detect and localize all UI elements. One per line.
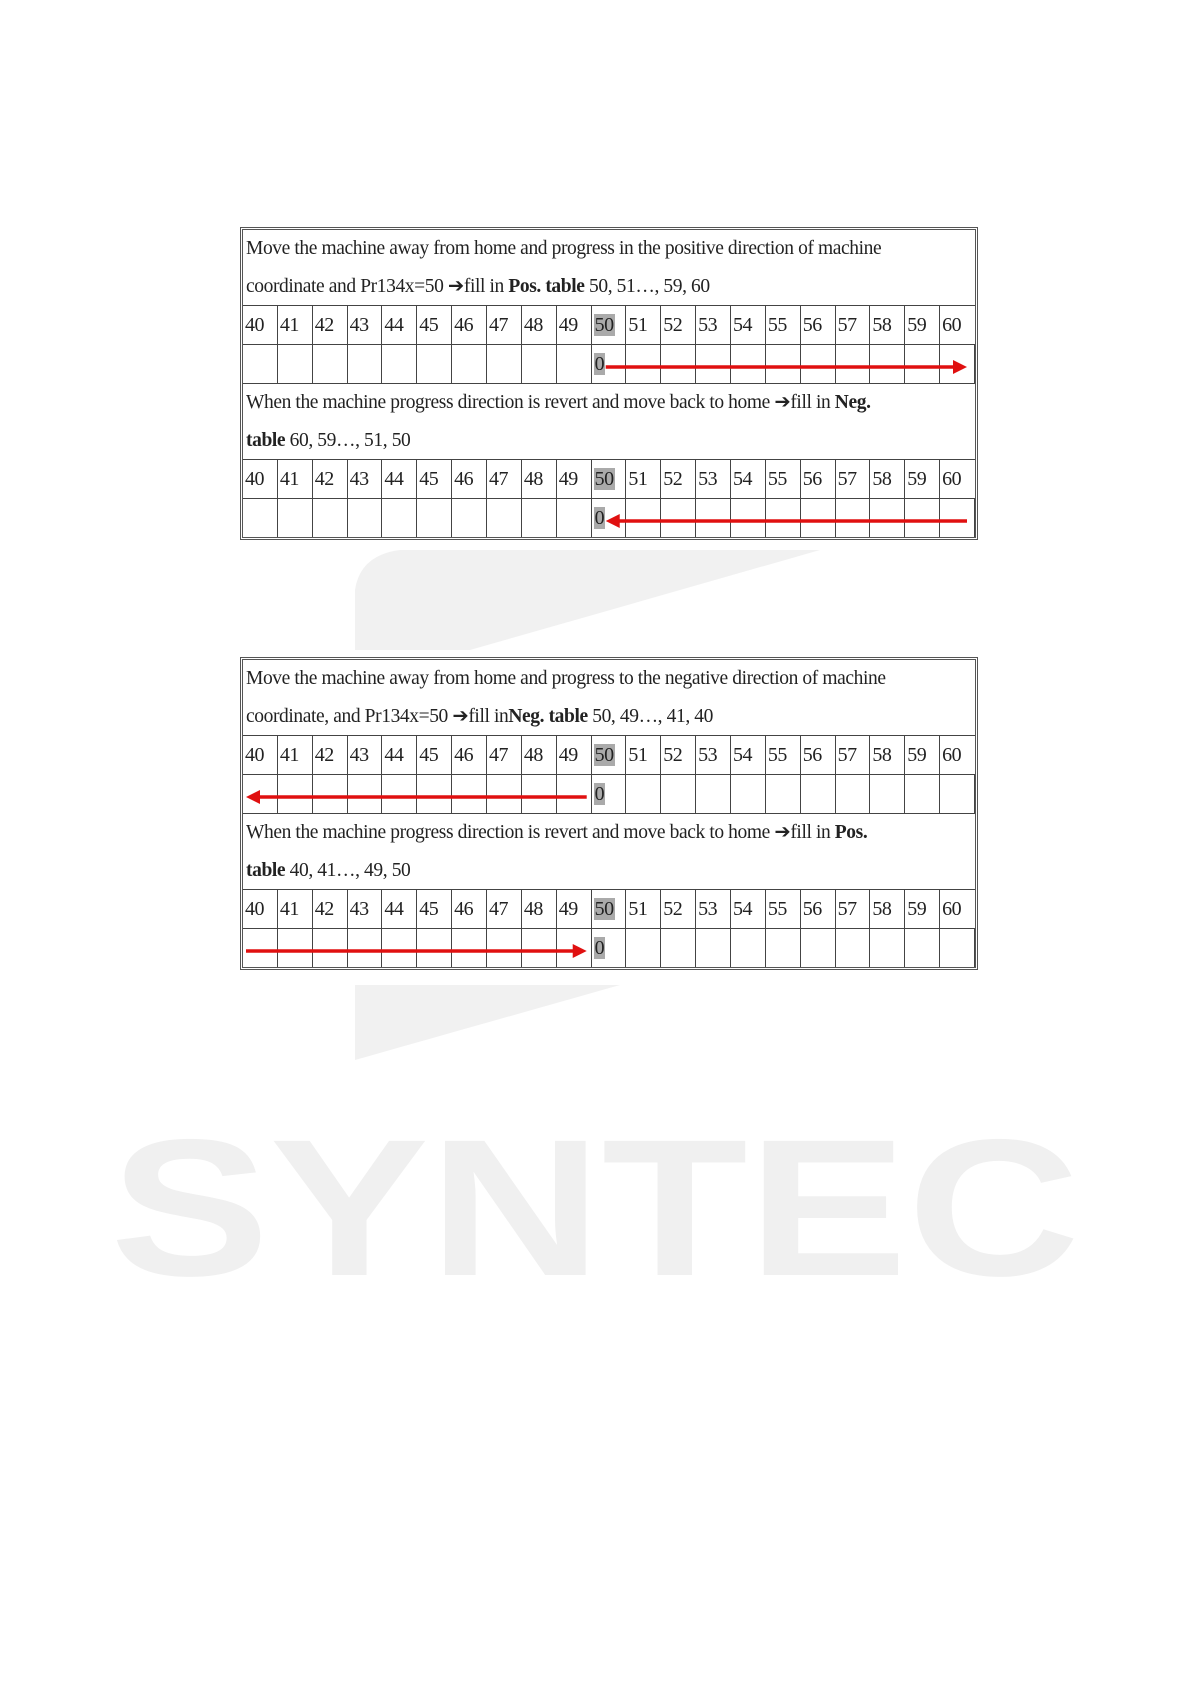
fill-cell (696, 499, 731, 537)
zero-value: 0 (594, 353, 605, 375)
fill-cell (626, 499, 661, 537)
fill-cell (278, 345, 313, 383)
fill-cell (661, 345, 696, 383)
coordinate-cell: 44 (382, 736, 417, 774)
coordinate-cell: 56 (801, 736, 836, 774)
coordinate-cell: 45 (417, 460, 452, 498)
fill-cell (382, 775, 417, 813)
fill-cell (243, 345, 278, 383)
coordinate-cell: 56 (801, 460, 836, 498)
arrow-right-icon: ➔ (452, 705, 469, 727)
section-description: When the machine progress direction is revert and move back to home ➔fill in Neg. table 60, 59…, 51, 50 (243, 384, 975, 460)
fill-cell (348, 499, 383, 537)
section-description: Move the machine away from home and progress in the positive direction of machine coordinate and Pr134x=50 ➔fill in Pos. table 50, 51…, 59, 60 (243, 230, 975, 306)
arrow-right-icon: ➔ (774, 392, 791, 413)
fill-cell (452, 499, 487, 537)
coordinate-cell: 54 (731, 306, 766, 344)
fill-cell (243, 929, 278, 967)
fill-cell (592, 775, 627, 813)
coordinate-cell: 46 (452, 736, 487, 774)
coordinate-cell: 58 (870, 460, 905, 498)
coordinate-cell: 55 (766, 736, 801, 774)
coordinate-cell: 47 (487, 460, 522, 498)
fill-cell (661, 929, 696, 967)
fill-cell (731, 345, 766, 383)
fill-cell (731, 775, 766, 813)
fill-cell (452, 775, 487, 813)
fill-cell (940, 775, 975, 813)
coordinate-cell (592, 460, 627, 498)
coordinate-cell: 44 (382, 306, 417, 344)
coordinate-cell: 47 (487, 890, 522, 928)
zero-value: 0 (594, 937, 605, 959)
home-coordinate-highlight: 50 (594, 468, 614, 490)
coordinate-cell: 53 (696, 890, 731, 928)
coordinate-cell: 42 (313, 736, 348, 774)
coordinate-cell: 49 (557, 736, 592, 774)
coordinate-cell: 60 (942, 744, 962, 766)
fill-cell (731, 499, 766, 537)
coordinate-cell: 46 (452, 460, 487, 498)
fill-cell (592, 499, 627, 537)
coordinate-cell: 48 (522, 306, 557, 344)
fill-cell (348, 929, 383, 967)
coordinate-cell: 56 (801, 890, 836, 928)
fill-cell (766, 499, 801, 537)
fill-cell (557, 345, 592, 383)
fill-cell (278, 499, 313, 537)
fill-cell (313, 775, 348, 813)
fill-cell (870, 499, 905, 537)
coordinate-cell (592, 306, 627, 344)
coordinate-cell: 52 (661, 460, 696, 498)
fill-cell (836, 499, 871, 537)
coordinate-cell: 41 (278, 306, 313, 344)
fill-row (243, 929, 975, 967)
fill-row (243, 345, 975, 384)
fill-cell (557, 929, 592, 967)
fill-cell (905, 499, 940, 537)
fill-cell (382, 499, 417, 537)
fill-cell (243, 775, 278, 813)
fill-cell (417, 775, 452, 813)
fill-cell (417, 345, 452, 383)
coordinate-cell: 45 (417, 890, 452, 928)
fill-cell (870, 345, 905, 383)
fill-cell (905, 929, 940, 967)
coordinate-cell: 58 (870, 890, 905, 928)
fill-cell (626, 775, 661, 813)
coordinate-cell: 45 (417, 736, 452, 774)
coordinate-cell: 51 (626, 460, 661, 498)
fill-cell (766, 775, 801, 813)
coordinate-row (243, 306, 975, 345)
fill-cell (313, 499, 348, 537)
fill-cell (592, 345, 627, 383)
coordinate-cell: 59 (905, 460, 940, 498)
fill-cell (766, 345, 801, 383)
fill-cell (452, 345, 487, 383)
fill-cell (801, 929, 836, 967)
coordinate-cell: 43 (348, 736, 383, 774)
coordinate-cell: 59 (905, 736, 940, 774)
home-coordinate-highlight: 50 (594, 744, 614, 766)
coordinate-row (243, 736, 975, 775)
coordinate-cell: 55 (766, 890, 801, 928)
coordinate-cell: 56 (801, 306, 836, 344)
coordinate-cell: 54 (731, 460, 766, 498)
watermark-shape-top (355, 550, 820, 650)
coordinate-cell: 57 (836, 306, 871, 344)
fill-cell (801, 499, 836, 537)
coordinate-cell: 41 (278, 460, 313, 498)
coordinate-cell: 60 (942, 898, 962, 920)
section-description: Move the machine away from home and progress to the negative direction of machine coordinate, and Pr134x=50 ➔fill inNeg. table 50, 49…, 41, 40 (243, 660, 975, 736)
fill-cell (417, 499, 452, 537)
coordinate-cell: 57 (836, 460, 871, 498)
fill-cell (522, 345, 557, 383)
fill-cell (522, 499, 557, 537)
fill-cell (940, 499, 975, 537)
fill-cell (382, 345, 417, 383)
coordinate-cell: 44 (382, 890, 417, 928)
coordinate-cell: 59 (905, 306, 940, 344)
coordinate-cell: 42 (313, 460, 348, 498)
coordinate-cell: 40 (243, 890, 278, 928)
coordinate-cell: 51 (626, 736, 661, 774)
fill-cell (801, 775, 836, 813)
coordinate-cell: 51 (626, 890, 661, 928)
fill-cell (731, 929, 766, 967)
arrow-right-icon: ➔ (774, 822, 791, 843)
fill-cell (696, 775, 731, 813)
coordinate-cell: 48 (522, 890, 557, 928)
coordinate-cell: 43 (348, 890, 383, 928)
coordinate-cell: 55 (766, 460, 801, 498)
coordinate-cell: 51 (626, 306, 661, 344)
coordinate-cell: 58 (870, 736, 905, 774)
fill-cell (382, 929, 417, 967)
fill-cell (870, 929, 905, 967)
fill-row (243, 775, 975, 814)
coordinate-row (243, 460, 975, 499)
coordinate-cell: 42 (313, 890, 348, 928)
fill-cell (696, 345, 731, 383)
coordinate-cell: 47 (487, 306, 522, 344)
coordinate-cell: 53 (696, 736, 731, 774)
zero-value: 0 (594, 507, 605, 529)
coordinate-cell: 54 (731, 736, 766, 774)
coordinate-cell: 52 (661, 306, 696, 344)
coordinate-cell: 46 (452, 306, 487, 344)
negative-direction-table (240, 657, 978, 970)
fill-cell (452, 929, 487, 967)
coordinate-cell: 57 (836, 736, 871, 774)
coordinate-cell: 40 (243, 460, 278, 498)
home-coordinate-highlight: 50 (594, 314, 614, 336)
coordinate-cell: 48 (522, 736, 557, 774)
watermark-text: SYNTEC (110, 1099, 1080, 1317)
fill-cell (766, 929, 801, 967)
fill-cell (487, 345, 522, 383)
fill-cell (487, 929, 522, 967)
coordinate-cell: 48 (522, 460, 557, 498)
zero-value: 0 (594, 783, 605, 805)
fill-cell (487, 499, 522, 537)
fill-cell (801, 345, 836, 383)
fill-cell (557, 775, 592, 813)
coordinate-cell: 54 (731, 890, 766, 928)
fill-cell (557, 499, 592, 537)
fill-cell (905, 345, 940, 383)
coordinate-cell: 43 (348, 306, 383, 344)
fill-cell (836, 929, 871, 967)
fill-cell (348, 345, 383, 383)
fill-cell (661, 775, 696, 813)
coordinate-cell: 49 (557, 460, 592, 498)
coordinate-cell (592, 736, 627, 774)
coordinate-cell: 44 (382, 460, 417, 498)
fill-cell (626, 345, 661, 383)
coordinate-cell: 53 (696, 306, 731, 344)
fill-cell (313, 929, 348, 967)
coordinate-cell: 40 (243, 306, 278, 344)
fill-cell (940, 929, 975, 967)
coordinate-cell: 49 (557, 890, 592, 928)
fill-row (243, 499, 975, 537)
fill-cell (940, 345, 975, 383)
arrow-right-icon: ➔ (447, 275, 464, 297)
coordinate-cell: 45 (417, 306, 452, 344)
coordinate-cell: 42 (313, 306, 348, 344)
coordinate-cell: 58 (870, 306, 905, 344)
fill-cell (522, 929, 557, 967)
watermark-shape-bottom (355, 985, 620, 1060)
fill-cell (278, 929, 313, 967)
coordinate-cell: 43 (348, 460, 383, 498)
coordinate-cell: 52 (661, 736, 696, 774)
fill-cell (870, 775, 905, 813)
coordinate-cell: 52 (661, 890, 696, 928)
fill-cell (905, 775, 940, 813)
coordinate-cell: 47 (487, 736, 522, 774)
coordinate-cell: 40 (243, 736, 278, 774)
coordinate-cell: 55 (766, 306, 801, 344)
coordinate-row (243, 890, 975, 929)
fill-cell (417, 929, 452, 967)
fill-cell (836, 345, 871, 383)
fill-cell (626, 929, 661, 967)
fill-cell (243, 499, 278, 537)
positive-direction-table (240, 227, 978, 540)
fill-cell (487, 775, 522, 813)
section-description: When the machine progress direction is revert and move back to home ➔fill in Pos. table 40, 41…, 49, 50 (243, 814, 975, 890)
fill-cell (836, 775, 871, 813)
home-coordinate-highlight: 50 (594, 898, 614, 920)
coordinate-cell: 60 (942, 314, 962, 336)
coordinate-cell: 41 (278, 736, 313, 774)
coordinate-cell: 49 (557, 306, 592, 344)
coordinate-cell (592, 890, 627, 928)
fill-cell (278, 775, 313, 813)
coordinate-cell: 59 (905, 890, 940, 928)
fill-cell (696, 929, 731, 967)
fill-cell (313, 345, 348, 383)
coordinate-cell: 46 (452, 890, 487, 928)
fill-cell (592, 929, 627, 967)
fill-cell (348, 775, 383, 813)
fill-cell (522, 775, 557, 813)
fill-cell (661, 499, 696, 537)
coordinate-cell: 60 (942, 468, 962, 490)
coordinate-cell: 57 (836, 890, 871, 928)
coordinate-cell: 41 (278, 890, 313, 928)
coordinate-cell: 53 (696, 460, 731, 498)
